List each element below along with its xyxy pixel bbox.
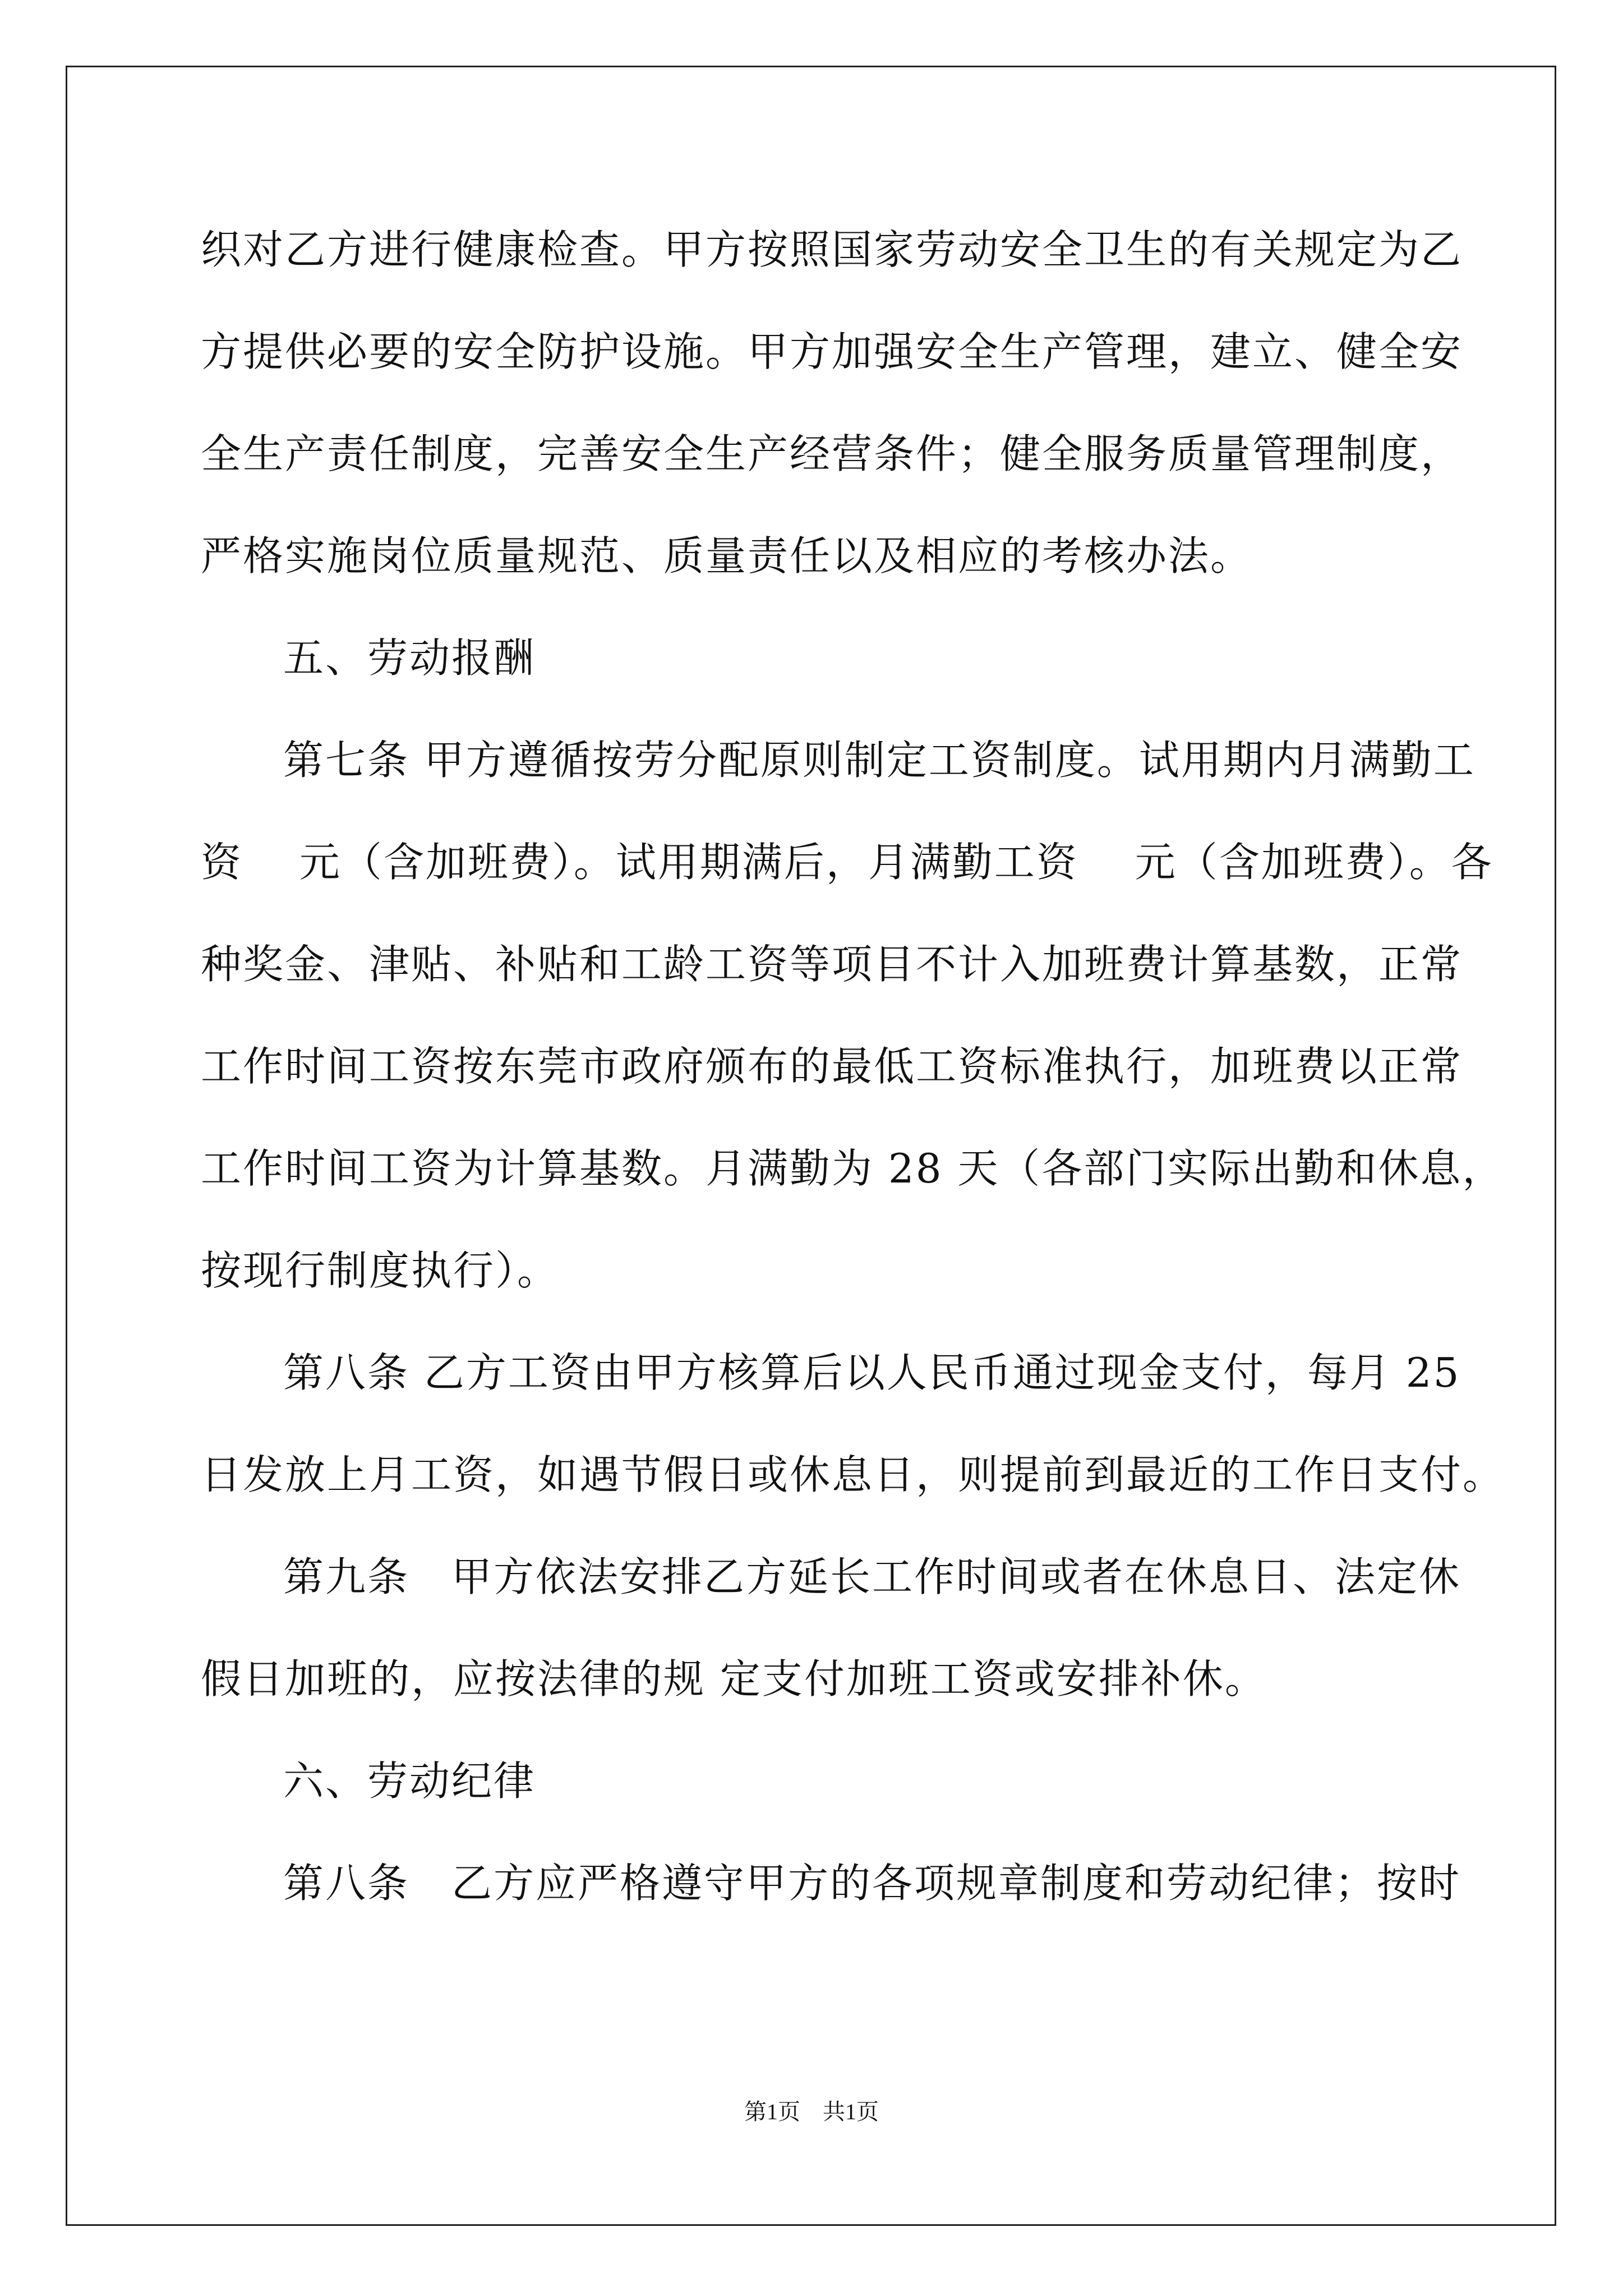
body-line: 工作时间工资为计算基数。月满勤为 28 天（各部门实际出勤和休息， [201, 1145, 1505, 1192]
body-line: 按现行制度执行）。 [201, 1247, 560, 1294]
body-line: 方提供必要的安全防护设施。甲方加强安全生产管理，建立、健全安 [201, 328, 1463, 375]
body-line: 全生产责任制度，完善安全生产经营条件；健全服务质量管理制度， [201, 430, 1463, 477]
section-heading: 六、劳动纪律 [283, 1757, 536, 1805]
body-line: 日发放上月工资，如遇节假日或休息日，则提前到最近的工作日支付。 [201, 1451, 1505, 1498]
body-line: 第八条 乙方应严格遵守甲方的各项规章制度和劳动纪律；按时 [283, 1860, 1461, 1907]
body-line: 工作时间工资按东莞市政府颁布的最低工资标准执行，加班费以正常 [201, 1043, 1463, 1090]
body-line: 假日加班的，应按法律的规 定支付加班工资或安排补休。 [201, 1655, 1267, 1703]
body-line: 织对乙方进行健康检查。甲方按照国家劳动安全卫生的有关规定为乙 [201, 226, 1463, 273]
body-line: 第八条 乙方工资由甲方核算后以人民币通过现金支付，每月 25 [283, 1349, 1461, 1396]
body-line: 第七条 甲方遵循按劳分配原则制定工资制度。试用期内月满勤工 [283, 737, 1476, 784]
body-line: 种奖金、津贴、补贴和工龄工资等项目不计入加班费计算基数，正常 [201, 941, 1463, 988]
body-line: 严格实施岗位质量规范、质量责任以及相应的考核办法。 [201, 532, 1253, 579]
body-line: 第九条 甲方依法安排乙方延长工作时间或者在休息日、法定休 [283, 1553, 1461, 1600]
section-heading: 五、劳动报酬 [283, 634, 536, 682]
body-line: 资 元（含加班费）。试用期满后，月满勤工资 元（含加班费）。各 [201, 839, 1493, 886]
page-number-footer: 第1页 共1页 [744, 2099, 879, 2124]
